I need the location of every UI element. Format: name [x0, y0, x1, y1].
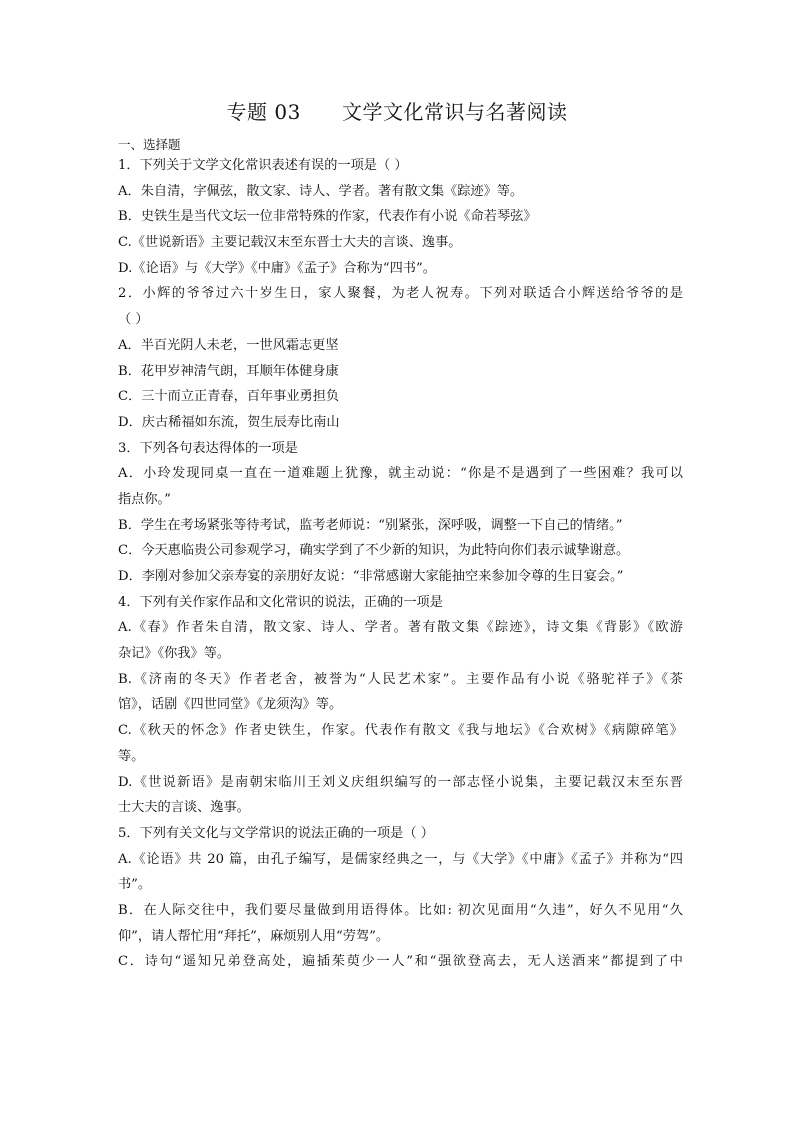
question-5-stem: 5．下列有关文化与文学常识的说法正确的一项是（ ）: [118, 825, 434, 841]
page-title: 专题 03 文学文化常识与名著阅读: [226, 100, 568, 124]
question-5-option-a: A.《论语》共 20 篇，由孔子编写，是儒家经典之一，与《大学》《中庸》《孟子》并称为“四: [118, 851, 683, 867]
question-4-option-c-continued: 等。: [118, 748, 145, 764]
question-1-option-d: D.《论语》与《大学》《中庸》《孟子》合称为“四书”。: [118, 260, 436, 276]
question-5-option-b-continued: 仰”，请人帮忙用“拜托”，麻烦别人用“劳驾”。: [118, 928, 390, 944]
question-4-option-a-continued: 杂记》《你我》等。: [118, 646, 231, 662]
question-4-option-c: C.《秋天的怀念》作者史铁生，作家。代表作有散文《我与地坛》《合欢树》《病隙碎笔》: [118, 723, 683, 739]
question-5-option-c: C．诗句“遥知兄弟登高处，遍插茱萸少一人”和“强欲登高去，无人送酒来”都提到了中: [118, 954, 683, 970]
question-4-option-b-continued: 馆》，话剧《四世同堂》《龙须沟》等。: [118, 697, 343, 713]
question-1-option-b: B．史铁生是当代文坛一位非常特殊的作家，代表作有小说《命若琴弦》: [118, 209, 537, 225]
question-5-option-a-continued: 书”。: [118, 877, 152, 893]
question-4-option-d-continued: 士大夫的言谈、逸事。: [118, 800, 250, 816]
question-1-option-a: A．朱自清，字佩弦，散文家、诗人、学者。著有散文集《踪迹》等。: [118, 183, 524, 199]
question-2-stem: 2．小辉的爷爷过六十岁生日，家人聚餐，为老人祝寿。下列对联适合小辉送给爷爷的是: [118, 286, 683, 302]
question-4-option-b: B.《济南的冬天》作者老舍，被誉为“人民艺术家”。主要作品有小说《骆驼祥子》《茶: [118, 671, 683, 687]
question-3-stem: 3．下列各句表达得体的一项是: [118, 440, 298, 456]
question-4-option-a: A.《春》作者朱自清，散文家、诗人、学者。著有散文集《踪迹》，诗文集《背影》《欧游: [118, 620, 683, 636]
question-1-stem: 1．下列关于文学文化常识表述有误的一项是（ ）: [118, 158, 408, 173]
question-2-option-d: D．庆古稀福如东流，贺生辰寿比南山: [118, 414, 340, 430]
question-3-option-c: C．今天惠临贵公司参观学习，确实学到了不少新的知识，为此特向你们表示诚挚谢意。: [118, 543, 630, 559]
question-2-option-a: A．半百光阴人未老，一世风霜志更坚: [118, 337, 339, 353]
question-3-option-b: B．学生在考场紧张等待考试，监考老师说：“别紧张，深呼吸，调整一下自己的情绪。”: [118, 517, 623, 533]
question-2-option-c: C．三十而立正青春，百年事业勇担负: [118, 389, 340, 405]
question-3-option-a: A．小玲发现同桌一直在一道难题上犹豫，就主动说：“你是不是遇到了一些困难？我可以: [118, 466, 683, 482]
question-5-option-b: B．在人际交往中，我们要尽量做到用语得体。比如: 初次见面用“久违”，好久不见用“久: [118, 902, 683, 918]
question-1-option-c: C.《世说新语》主要记载汉末至东晋士大夫的言谈、逸事。: [118, 235, 462, 251]
question-4-stem: 4．下列有关作家作品和文化常识的说法，正确的一项是: [118, 594, 443, 610]
question-2-stem-continued: （ ）: [118, 312, 149, 328]
question-4-option-d: D.《世说新语》是南朝宋临川王刘义庆组织编写的一部志怪小说集，主要记载汉末至东晋: [118, 774, 683, 790]
question-3-option-d: D．李刚对参加父亲寿宴的亲朋好友说：“非常感谢大家能抽空来参加令尊的生日宴会。”: [118, 569, 624, 584]
question-3-option-a-continued: 指点你。”: [118, 491, 171, 507]
question-2-option-b: B．花甲岁神清气朗，耳顺年体健身康: [118, 363, 339, 379]
section-heading: 一、选择题: [118, 137, 181, 152]
document-body: [118, 136, 683, 975]
